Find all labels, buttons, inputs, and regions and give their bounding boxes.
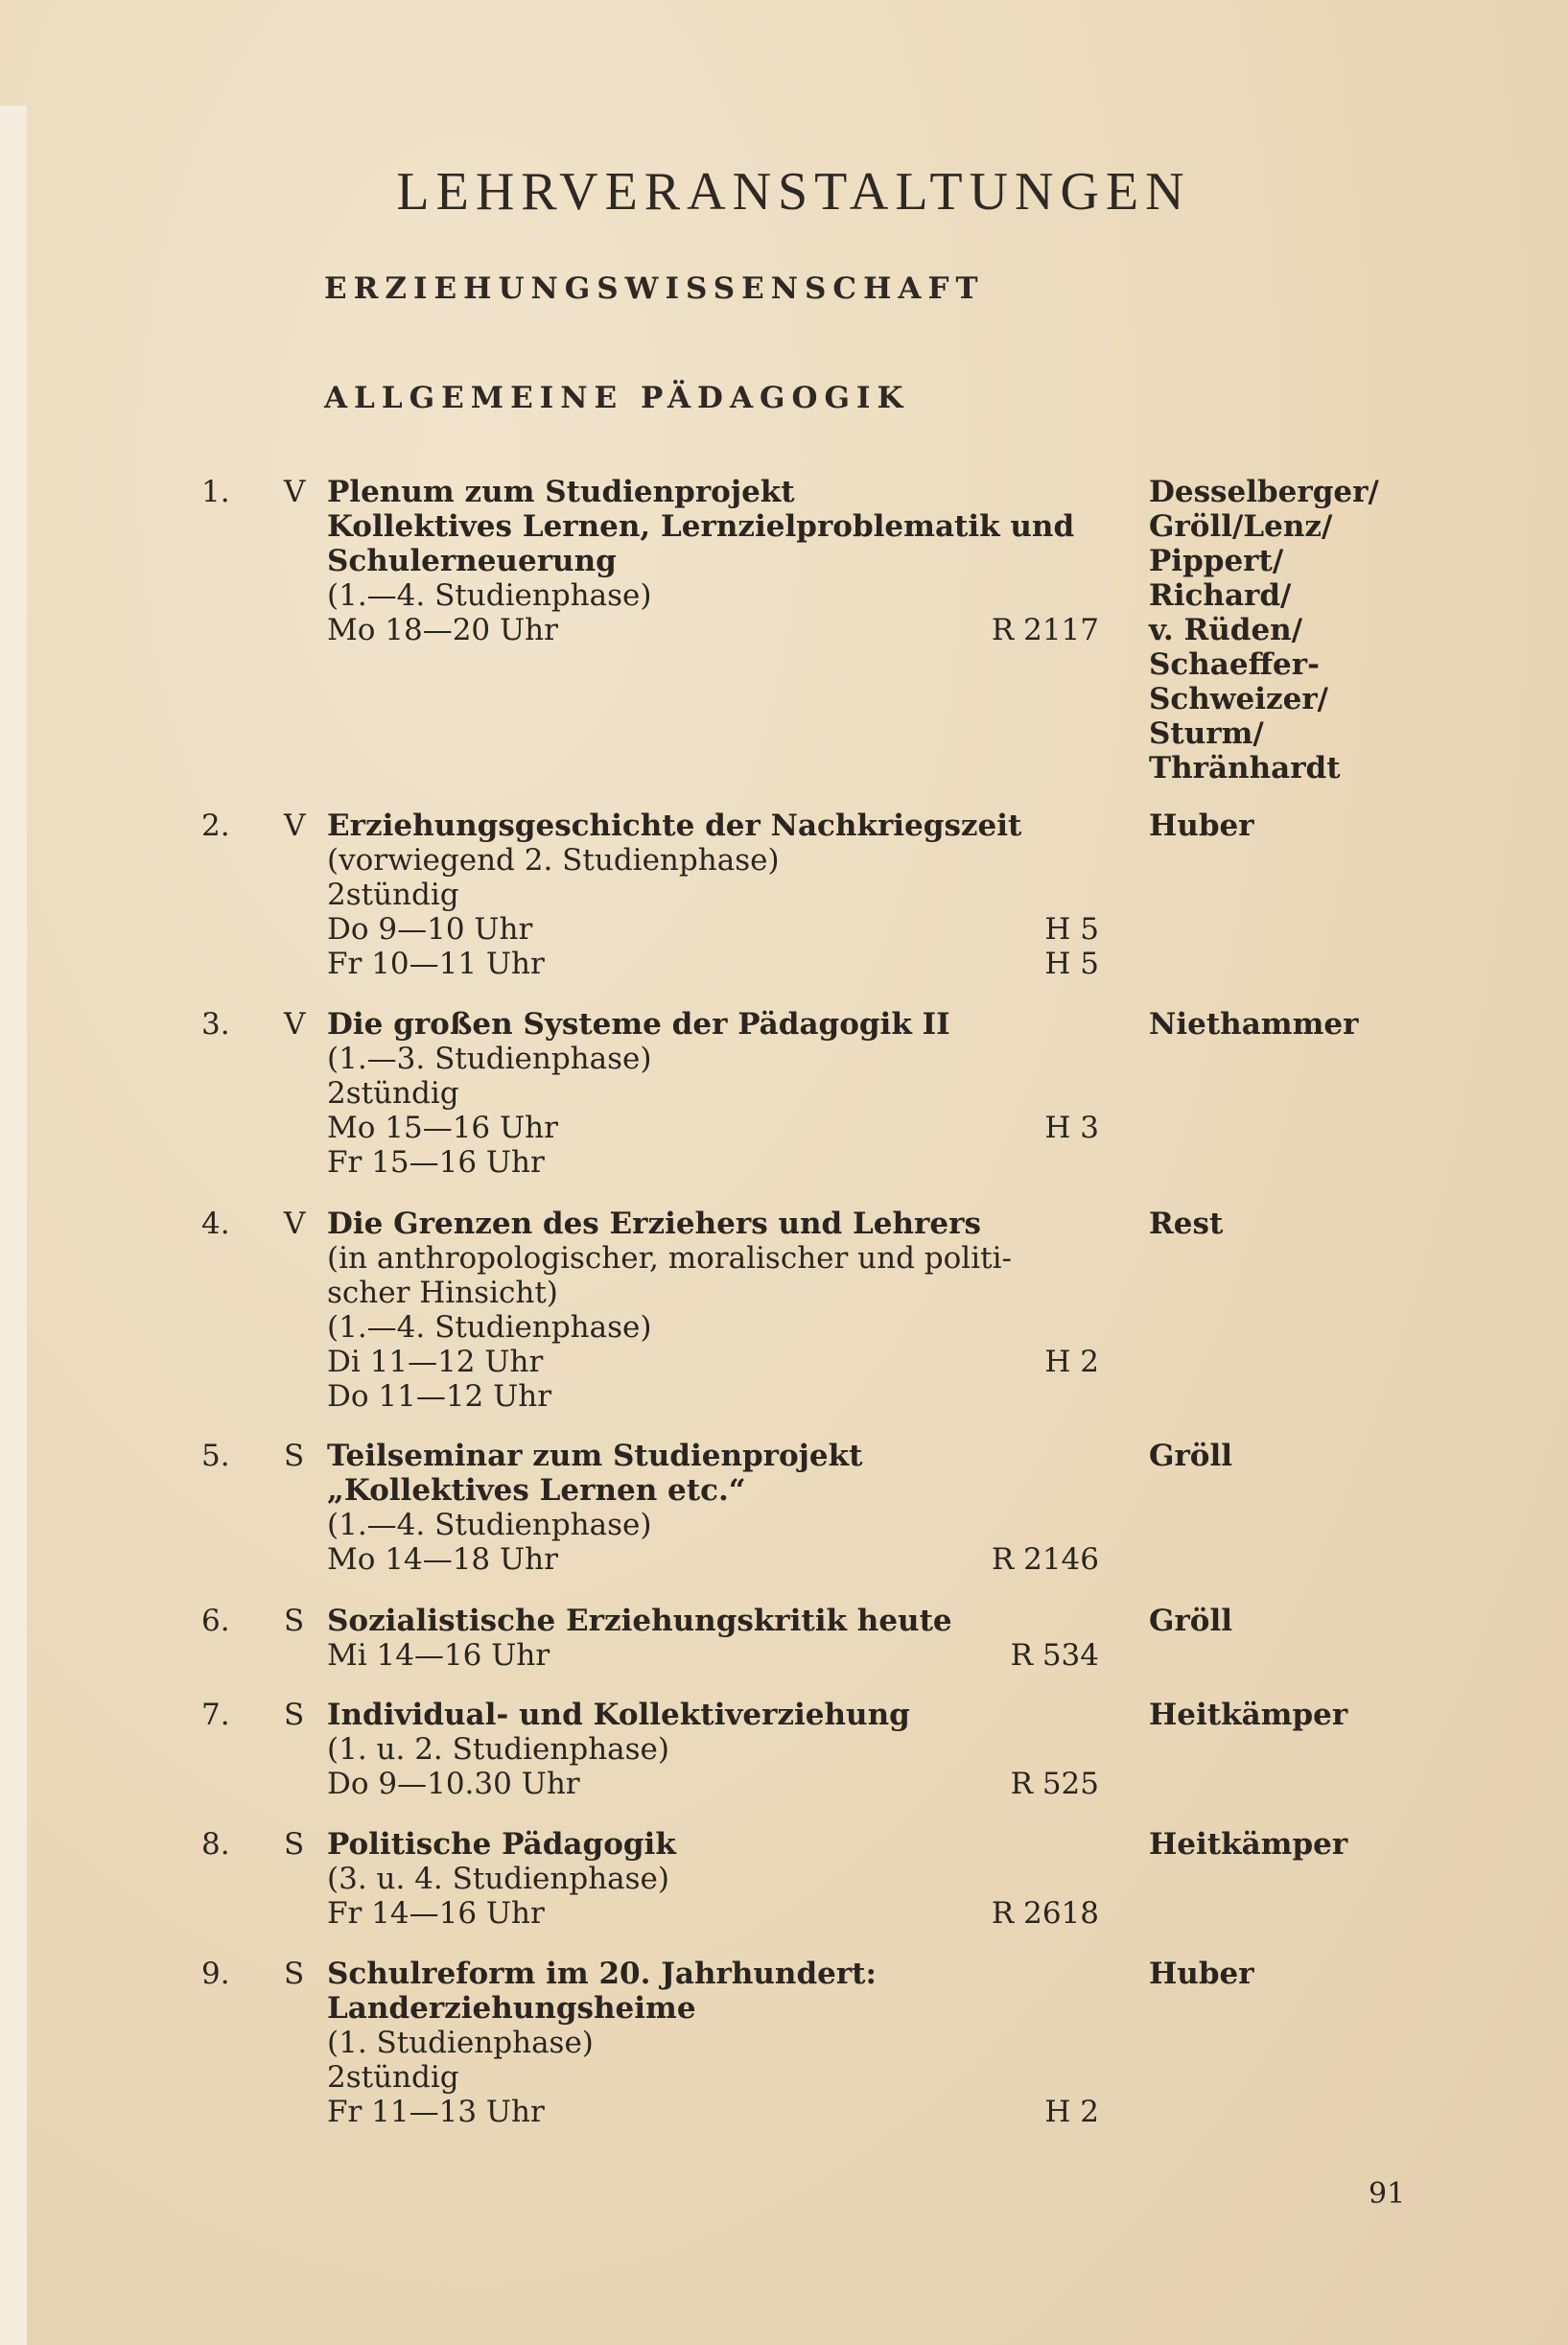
course-detail-line — [327, 878, 1099, 912]
course-detail-text: (1.—4. Studienphase) — [327, 1508, 652, 1542]
page-title: LEHRVERANSTALTUNGEN — [396, 162, 1191, 222]
course-detail-line — [327, 1862, 1099, 1896]
course-detail-line — [327, 578, 1099, 613]
lecturer-name: Sturm/ — [1149, 716, 1264, 751]
course-lecturers — [1149, 1207, 1223, 1241]
course-number: 3. — [201, 1007, 230, 1042]
lecturer-name: Thränhardt — [1149, 751, 1341, 786]
course-number: 6. — [201, 1604, 230, 1638]
course-room: H 3 — [1044, 1111, 1099, 1145]
course-number: 7. — [201, 1698, 230, 1732]
course-title-line: Teilseminar zum Studienprojekt — [327, 1439, 863, 1473]
course-detail-line — [327, 1145, 1099, 1180]
course-room: H 5 — [1044, 947, 1099, 981]
course-title-line: Landerziehungsheime — [327, 1991, 696, 2026]
lecturer-name: Richard/ — [1149, 578, 1292, 613]
lecturer-name: Schaeffer- — [1149, 647, 1320, 682]
course-detail-text: 2stündig — [327, 878, 459, 912]
course-detail-line — [327, 1111, 1099, 1145]
course-number: 5. — [201, 1439, 230, 1473]
lecturer-name: Gröll — [1149, 1439, 1233, 1473]
course-lecturers — [1149, 1007, 1358, 1042]
course-detail-text: (1. u. 2. Studienphase) — [327, 1732, 669, 1767]
course-body — [327, 475, 1099, 647]
subsection-heading: ALLGEMEINE PÄDAGOGIK — [324, 381, 910, 415]
lecturer-name: Gröll/Lenz/ — [1149, 509, 1333, 544]
course-detail-line — [327, 1241, 1099, 1276]
course-title-line: „Kollektives Lernen etc.“ — [327, 1473, 746, 1508]
course-lecturers — [1149, 1957, 1254, 1991]
lecturer-name: Pippert/ — [1149, 544, 1284, 578]
course-lecturers — [1149, 475, 1379, 786]
course-detail-text: 2stündig — [327, 1076, 459, 1111]
course-lecturers — [1149, 1827, 1347, 1862]
lecturer-name: Huber — [1149, 1957, 1254, 1991]
course-detail-text: Mi 14—16 Uhr — [327, 1638, 550, 1673]
lecturer-name: Niethammer — [1149, 1007, 1359, 1042]
course-title-line: Kollektives Lernen, Lernzielproblematik und — [327, 509, 1075, 544]
course-title-line: Erziehungsgeschichte der Nachkriegszeit — [327, 809, 1022, 843]
course-detail-text: Mo 14—18 Uhr — [327, 1542, 558, 1577]
course-body — [327, 1957, 1099, 2129]
course-detail-text: (1. Studienphase) — [327, 2026, 594, 2060]
course-title-line: Individual- und Kollektiverziehung — [327, 1698, 910, 1732]
course-number: 9. — [201, 1957, 230, 1991]
course-detail-line — [327, 2060, 1099, 2095]
course-detail-text: (in anthropologischer, moralischer und politi- — [327, 1241, 1012, 1276]
course-detail-text: (3. u. 4. Studienphase) — [327, 1862, 669, 1896]
course-number: 1. — [201, 475, 230, 509]
course-detail-line — [327, 947, 1099, 981]
lecturer-name: v. Rüden/ — [1149, 613, 1303, 647]
course-detail-line — [327, 1310, 1099, 1345]
course-title-line: Die Grenzen des Erziehers und Lehrers — [327, 1207, 981, 1241]
course-lecturers — [1149, 1604, 1232, 1638]
course-detail-line — [327, 1508, 1099, 1542]
course-detail-text: Di 11—12 Uhr — [327, 1345, 544, 1379]
course-type: V — [284, 1007, 306, 1042]
course-detail-text: (1.—4. Studienphase) — [327, 578, 652, 613]
course-detail-line — [327, 1732, 1099, 1767]
page-number: 91 — [1369, 2177, 1406, 2211]
course-detail-line — [327, 1042, 1099, 1076]
lecturer-name: Gröll — [1149, 1604, 1233, 1638]
course-detail-text: Do 9—10 Uhr — [327, 912, 533, 947]
course-body — [327, 1827, 1099, 1931]
course-body — [327, 1604, 1099, 1673]
course-title-line: Politische Pädagogik — [327, 1827, 676, 1862]
course-detail-line — [327, 613, 1099, 647]
course-type: S — [284, 1957, 305, 1991]
course-room: R 534 — [1010, 1638, 1099, 1673]
course-number: 2. — [201, 809, 230, 843]
course-detail-line — [327, 912, 1099, 947]
lecturer-name: Rest — [1149, 1207, 1224, 1241]
lecturer-name: Huber — [1149, 809, 1254, 843]
course-detail-line — [327, 1896, 1099, 1931]
course-room: R 2618 — [991, 1896, 1099, 1931]
course-detail-line — [327, 1276, 1099, 1310]
course-detail-text: Mo 15—16 Uhr — [327, 1111, 558, 1145]
course-detail-line — [327, 1767, 1099, 1801]
course-type: V — [284, 1207, 306, 1241]
course-detail-text: Fr 11—13 Uhr — [327, 2095, 545, 2129]
course-title-line: Schulreform im 20. Jahrhundert: — [327, 1957, 877, 1991]
course-detail-text: (vorwiegend 2. Studienphase) — [327, 843, 780, 878]
course-type: V — [284, 475, 306, 509]
course-detail-line — [327, 843, 1099, 878]
course-detail-text: Do 11—12 Uhr — [327, 1379, 552, 1414]
course-number: 4. — [201, 1207, 230, 1241]
course-room: R 2117 — [991, 613, 1099, 647]
course-detail-text: Mo 18—20 Uhr — [327, 613, 558, 647]
course-room: R 525 — [1010, 1767, 1099, 1801]
course-title-line: Die großen Systeme der Pädagogik II — [327, 1007, 950, 1042]
course-body — [327, 1439, 1099, 1577]
course-title-line: Sozialistische Erziehungskritik heute — [327, 1604, 952, 1638]
page-edge — [0, 106, 27, 2345]
course-room: H 2 — [1044, 2095, 1099, 2129]
course-lecturers — [1149, 1439, 1232, 1473]
lecturer-name: Heitkämper — [1149, 1698, 1348, 1732]
course-detail-text: Fr 14—16 Uhr — [327, 1896, 545, 1931]
course-type: S — [284, 1604, 305, 1638]
course-title-line: Plenum zum Studienprojekt — [327, 475, 795, 509]
lecturer-name: Schweizer/ — [1149, 682, 1328, 716]
course-number: 8. — [201, 1827, 230, 1862]
course-detail-text: Do 9—10.30 Uhr — [327, 1767, 580, 1801]
course-type: V — [284, 809, 306, 843]
course-detail-line — [327, 1345, 1099, 1379]
course-room: H 5 — [1044, 912, 1099, 947]
course-detail-line — [327, 2026, 1099, 2060]
section-heading: ERZIEHUNGSWISSENSCHAFT — [324, 271, 985, 306]
course-body — [327, 1007, 1099, 1180]
course-room: H 2 — [1044, 1345, 1099, 1379]
course-detail-line — [327, 2095, 1099, 2129]
lecturer-name: Desselberger/ — [1149, 475, 1379, 509]
course-detail-text: Fr 10—11 Uhr — [327, 947, 545, 981]
course-lecturers — [1149, 809, 1254, 843]
course-body — [327, 809, 1099, 981]
course-detail-text: 2stündig — [327, 2060, 459, 2095]
course-detail-text: (1.—3. Studienphase) — [327, 1042, 652, 1076]
course-lecturers — [1149, 1698, 1347, 1732]
lecturer-name: Heitkämper — [1149, 1827, 1348, 1862]
course-detail-line — [327, 1638, 1099, 1673]
course-type: S — [284, 1827, 305, 1862]
course-detail-line — [327, 1379, 1099, 1414]
course-type: S — [284, 1698, 305, 1732]
course-body — [327, 1207, 1099, 1414]
course-detail-text: Fr 15—16 Uhr — [327, 1145, 545, 1180]
course-detail-line — [327, 1542, 1099, 1577]
course-title-line: Schulerneuerung — [327, 544, 617, 578]
course-body — [327, 1698, 1099, 1801]
course-type: S — [284, 1439, 305, 1473]
course-detail-text: scher Hinsicht) — [327, 1276, 558, 1310]
course-detail-text: (1.—4. Studienphase) — [327, 1310, 652, 1345]
course-detail-line — [327, 1076, 1099, 1111]
course-room: R 2146 — [991, 1542, 1099, 1577]
